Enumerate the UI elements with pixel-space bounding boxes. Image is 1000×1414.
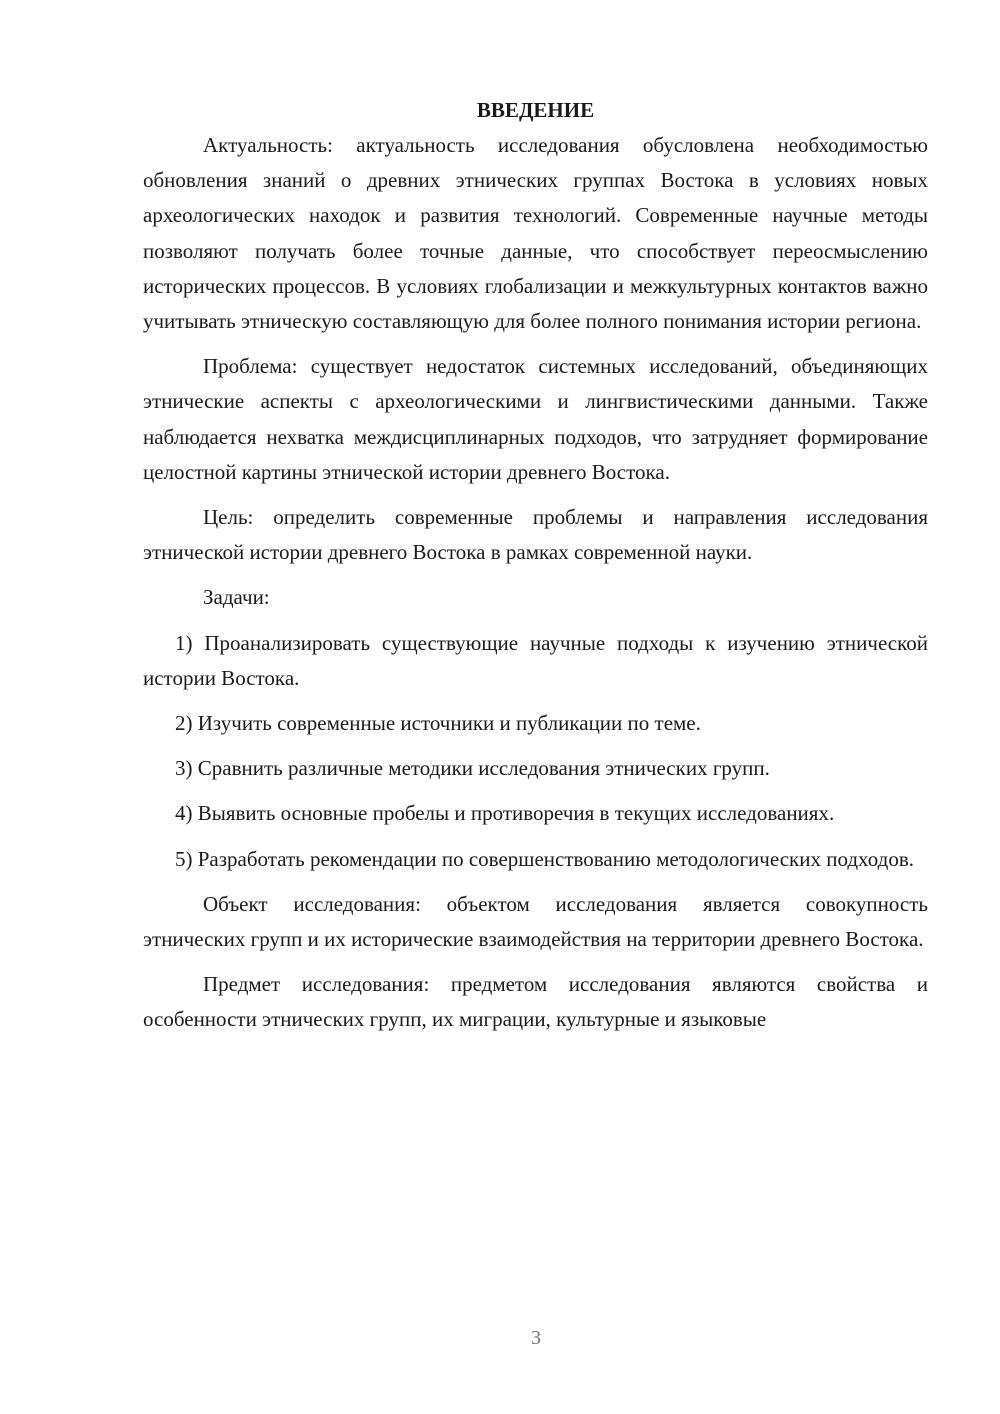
task-item-1: 1) Проанализировать существующие научные подходы к изучению этнической истории Востока. xyxy=(143,630,928,690)
task-item-3: 3) Сравнить различные методики исследования этнических групп. xyxy=(175,756,770,781)
paragraph-relevance: Актуальность: актуальность исследования обусловлена необходимостью обновления знаний о древних этнических группах Востока в условиях новых археологических находок и развития технологий. Современные научные методы позволяют получать более точные данные, что способствует переосмыслению исторических процессов. В условиях глобализации и межкультурных контактов важно учитывать этническую составляющую для более полного понимания истории региона. xyxy=(143,133,928,334)
paragraph-goal: Цель: определить современные проблемы и направления исследования этнической истории древнего Востока в рамках современной науки. xyxy=(143,505,928,565)
paragraph-subject: Предмет исследования: предметом исследования являются свойства и особенности этнических групп, их миграции, культурные и языковые xyxy=(143,972,928,1032)
paragraph-problem: Проблема: существует недостаток системных исследований, объединяющих этнические аспекты с археологическими и лингвистическими данными. Также наблюдается нехватка междисциплинарных подходов, что затрудняет формирование целостной картины этнической истории древнего Востока. xyxy=(143,354,928,484)
task-item-2: 2) Изучить современные источники и публикации по теме. xyxy=(175,711,701,736)
task-item-5: 5) Разработать рекомендации по совершенствованию методологических подходов. xyxy=(175,846,914,871)
task-item-4: 4) Выявить основные пробелы и противоречия в текущих исследованиях. xyxy=(175,801,835,826)
paragraph-tasks-heading: Задачи: xyxy=(203,585,270,610)
paragraph-object: Объект исследования: объектом исследования является совокупность этнических групп и их исторические взаимодействия на территории древнего Востока. xyxy=(143,891,928,952)
page-title: ВВЕДЕНИЕ xyxy=(476,98,595,122)
document-page xyxy=(143,90,928,1048)
page-number: 3 xyxy=(531,1327,541,1349)
